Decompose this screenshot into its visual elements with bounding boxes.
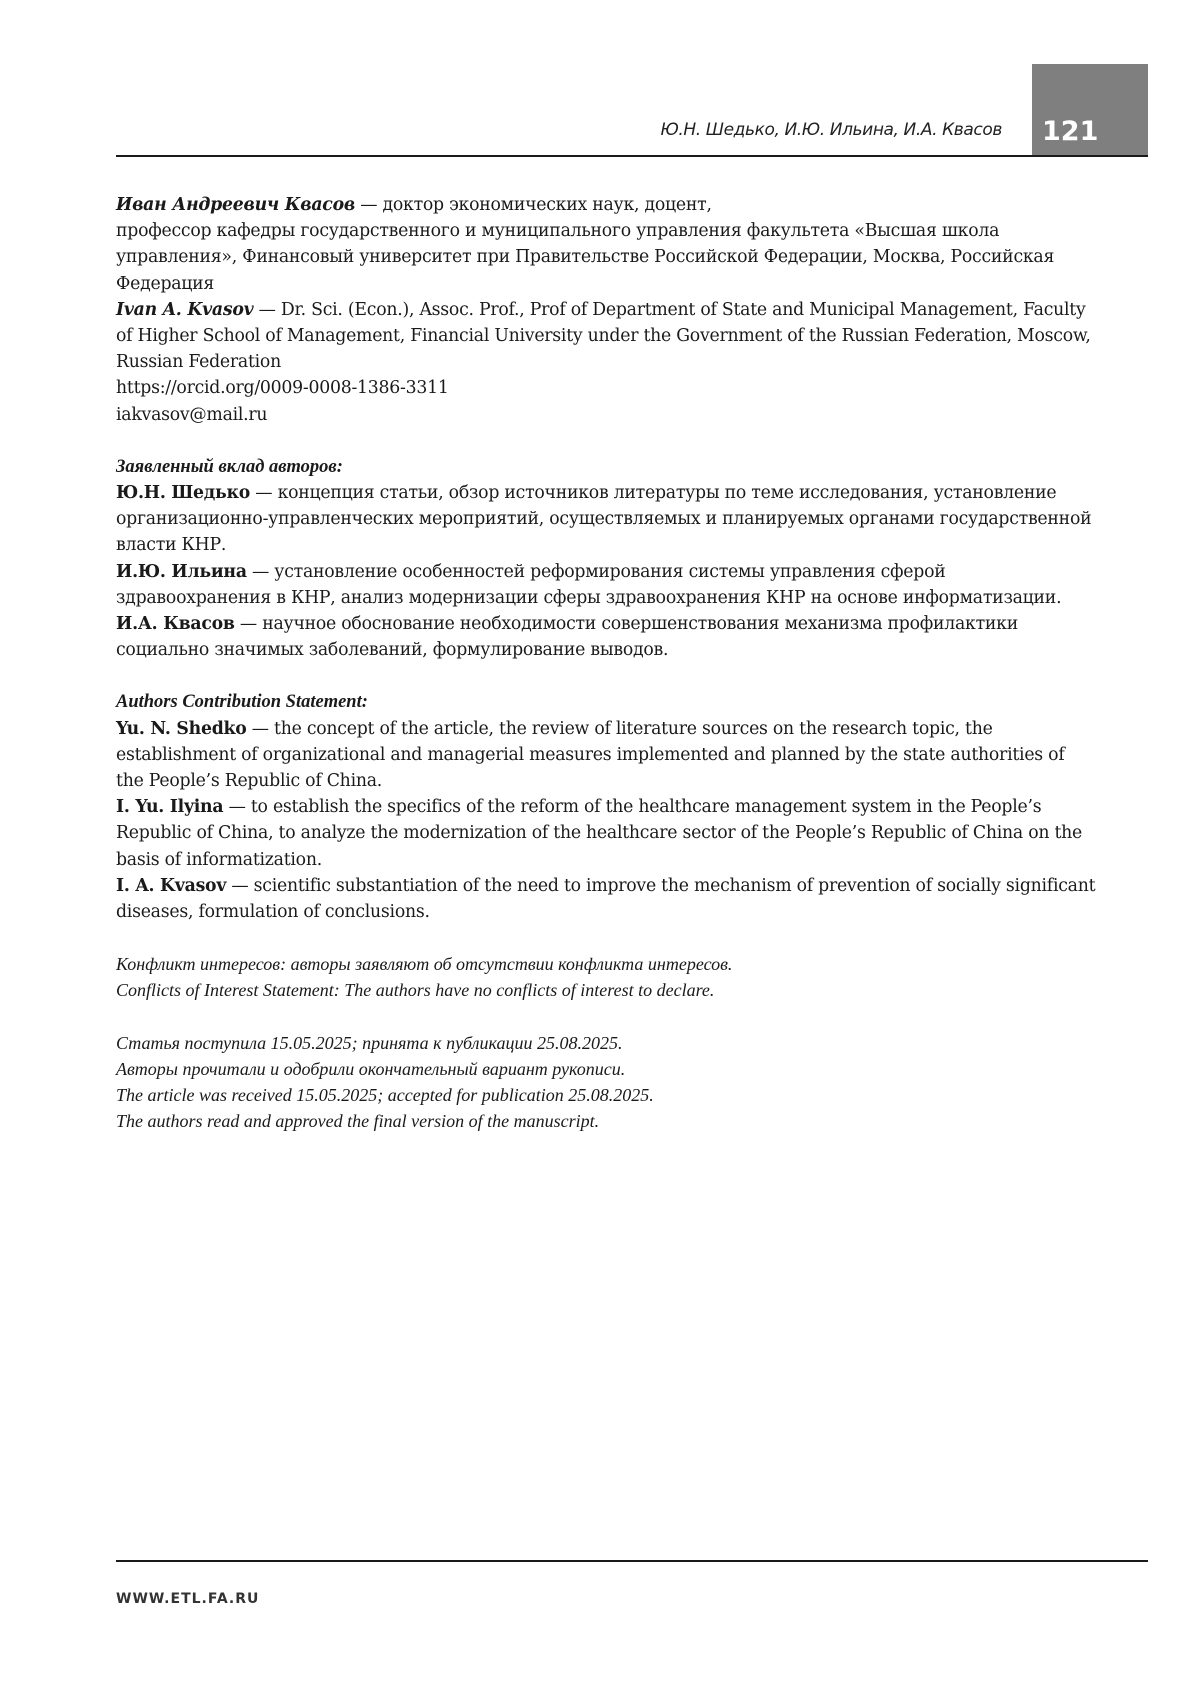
author-orcid: https://orcid.org/0009-0008-1386-3311 [116,378,449,399]
contributor-name: Ю.Н. Шедько [116,483,251,504]
author-email: iakvasov@mail.ru [116,404,268,425]
contribution-en-item [116,794,1096,873]
page-number: 121 [1042,116,1099,147]
contributions-en-heading: Authors Contribution Statement: [116,692,368,713]
contribution-text: — scientific substantiation of the need to improve the mechanism of prevention of socially significant diseases, formulation of conclusions. [116,875,1096,923]
approval-ru: Авторы прочитали и одобрили окончательный вариант рукописи. [116,1058,626,1079]
footer-journal-url[interactable]: WWW.ETL.FA.RU [116,1591,260,1607]
contribution-text: — to establish the specifics of the reform of the healthcare management system in the People’s Republic of China, to analyze the modernization of the healthcare sector of the People’s Republic of China on the basis of informatization. [116,797,1083,870]
contribution-ru-item [116,559,1096,611]
dates-received-en: The article was received 15.05.2025; accepted for publication 25.08.2025. [116,1085,654,1106]
contribution-en-item [116,873,1096,925]
author-bio-en [116,297,1096,376]
contribution-text: — установление особенностей реформирования системы управления сферой здравоохранения в КНР, анализ модернизации сферы здравоохранения КНР на основе информатизации. [116,561,1062,608]
author-bio-ru-affiliation: профессор кафедры государственного и муниципального управления факультета «Высшая школа управления», Финансовый университет при Правительстве Российской Федерации, Москва, Российская Федерация [116,221,1055,294]
contribution-en-item [116,716,1096,795]
author-bio-ru-line1 [116,192,1096,218]
contribution-ru-item [116,611,1096,663]
contribution-text: — научное обоснование необходимости совершенствования механизма профилактики социально значимых заболеваний, формулирование выводов. [116,614,1018,661]
header-rule [116,155,1148,157]
author-title-ru: — доктор экономических наук, доцент, [354,195,712,215]
contributor-name: I. A. Kvasov [116,875,227,896]
dates-received-ru: Статья поступила 15.05.2025; принята к публикации 25.08.2025. [116,1032,623,1053]
contributor-name: I. Yu. Ilyina [116,797,224,818]
author-affiliation-en: — Dr. Sci. (Econ.), Assoc. Prof., Prof of Department of State and Municipal Management, Faculty of Higher School of Management, Financial University under the Government of the Russian Federation, Moscow, Russian Federation [116,299,1091,373]
conflict-statement-en: Conflicts of Interest Statement: The authors have no conflicts of interest to declare. [116,980,715,1001]
approval-en: The authors read and approved the final version of the manuscript. [116,1111,600,1132]
article-back-matter [116,192,1096,1135]
contribution-ru-item [116,480,1096,559]
contribution-text: — концепция статьи, обзор источников литературы по теме исследования, установление организационно-управленческих мероприятий, осуществляемых и планируемых органами государственной власти КНР. [116,483,1092,556]
contributor-name: Yu. N. Shedko [116,718,247,739]
contribution-text: — the concept of the article, the review of literature sources on the research topic, the establishment of organizational and managerial measures implemented and planned by the state authorities of the People’s Republic of China. [116,718,1065,792]
contributions-ru-heading: Заявленный вклад авторов: [116,456,343,477]
contributor-name: И.Ю. Ильина [116,561,247,582]
contributor-name: И.А. Квасов [116,614,235,635]
author-name-ru: Иван Андреевич Квасов [116,195,355,215]
footer-rule [116,1560,1148,1562]
author-name-en: Ivan A. Kvasov [116,299,254,320]
running-header-authors: Ю.Н. Шедько, И.Ю. Ильина, И.А. Квасов [660,120,1002,140]
conflict-statement-ru: Конфликт интересов: авторы заявляют об отсутствии конфликта интересов. [116,954,733,975]
